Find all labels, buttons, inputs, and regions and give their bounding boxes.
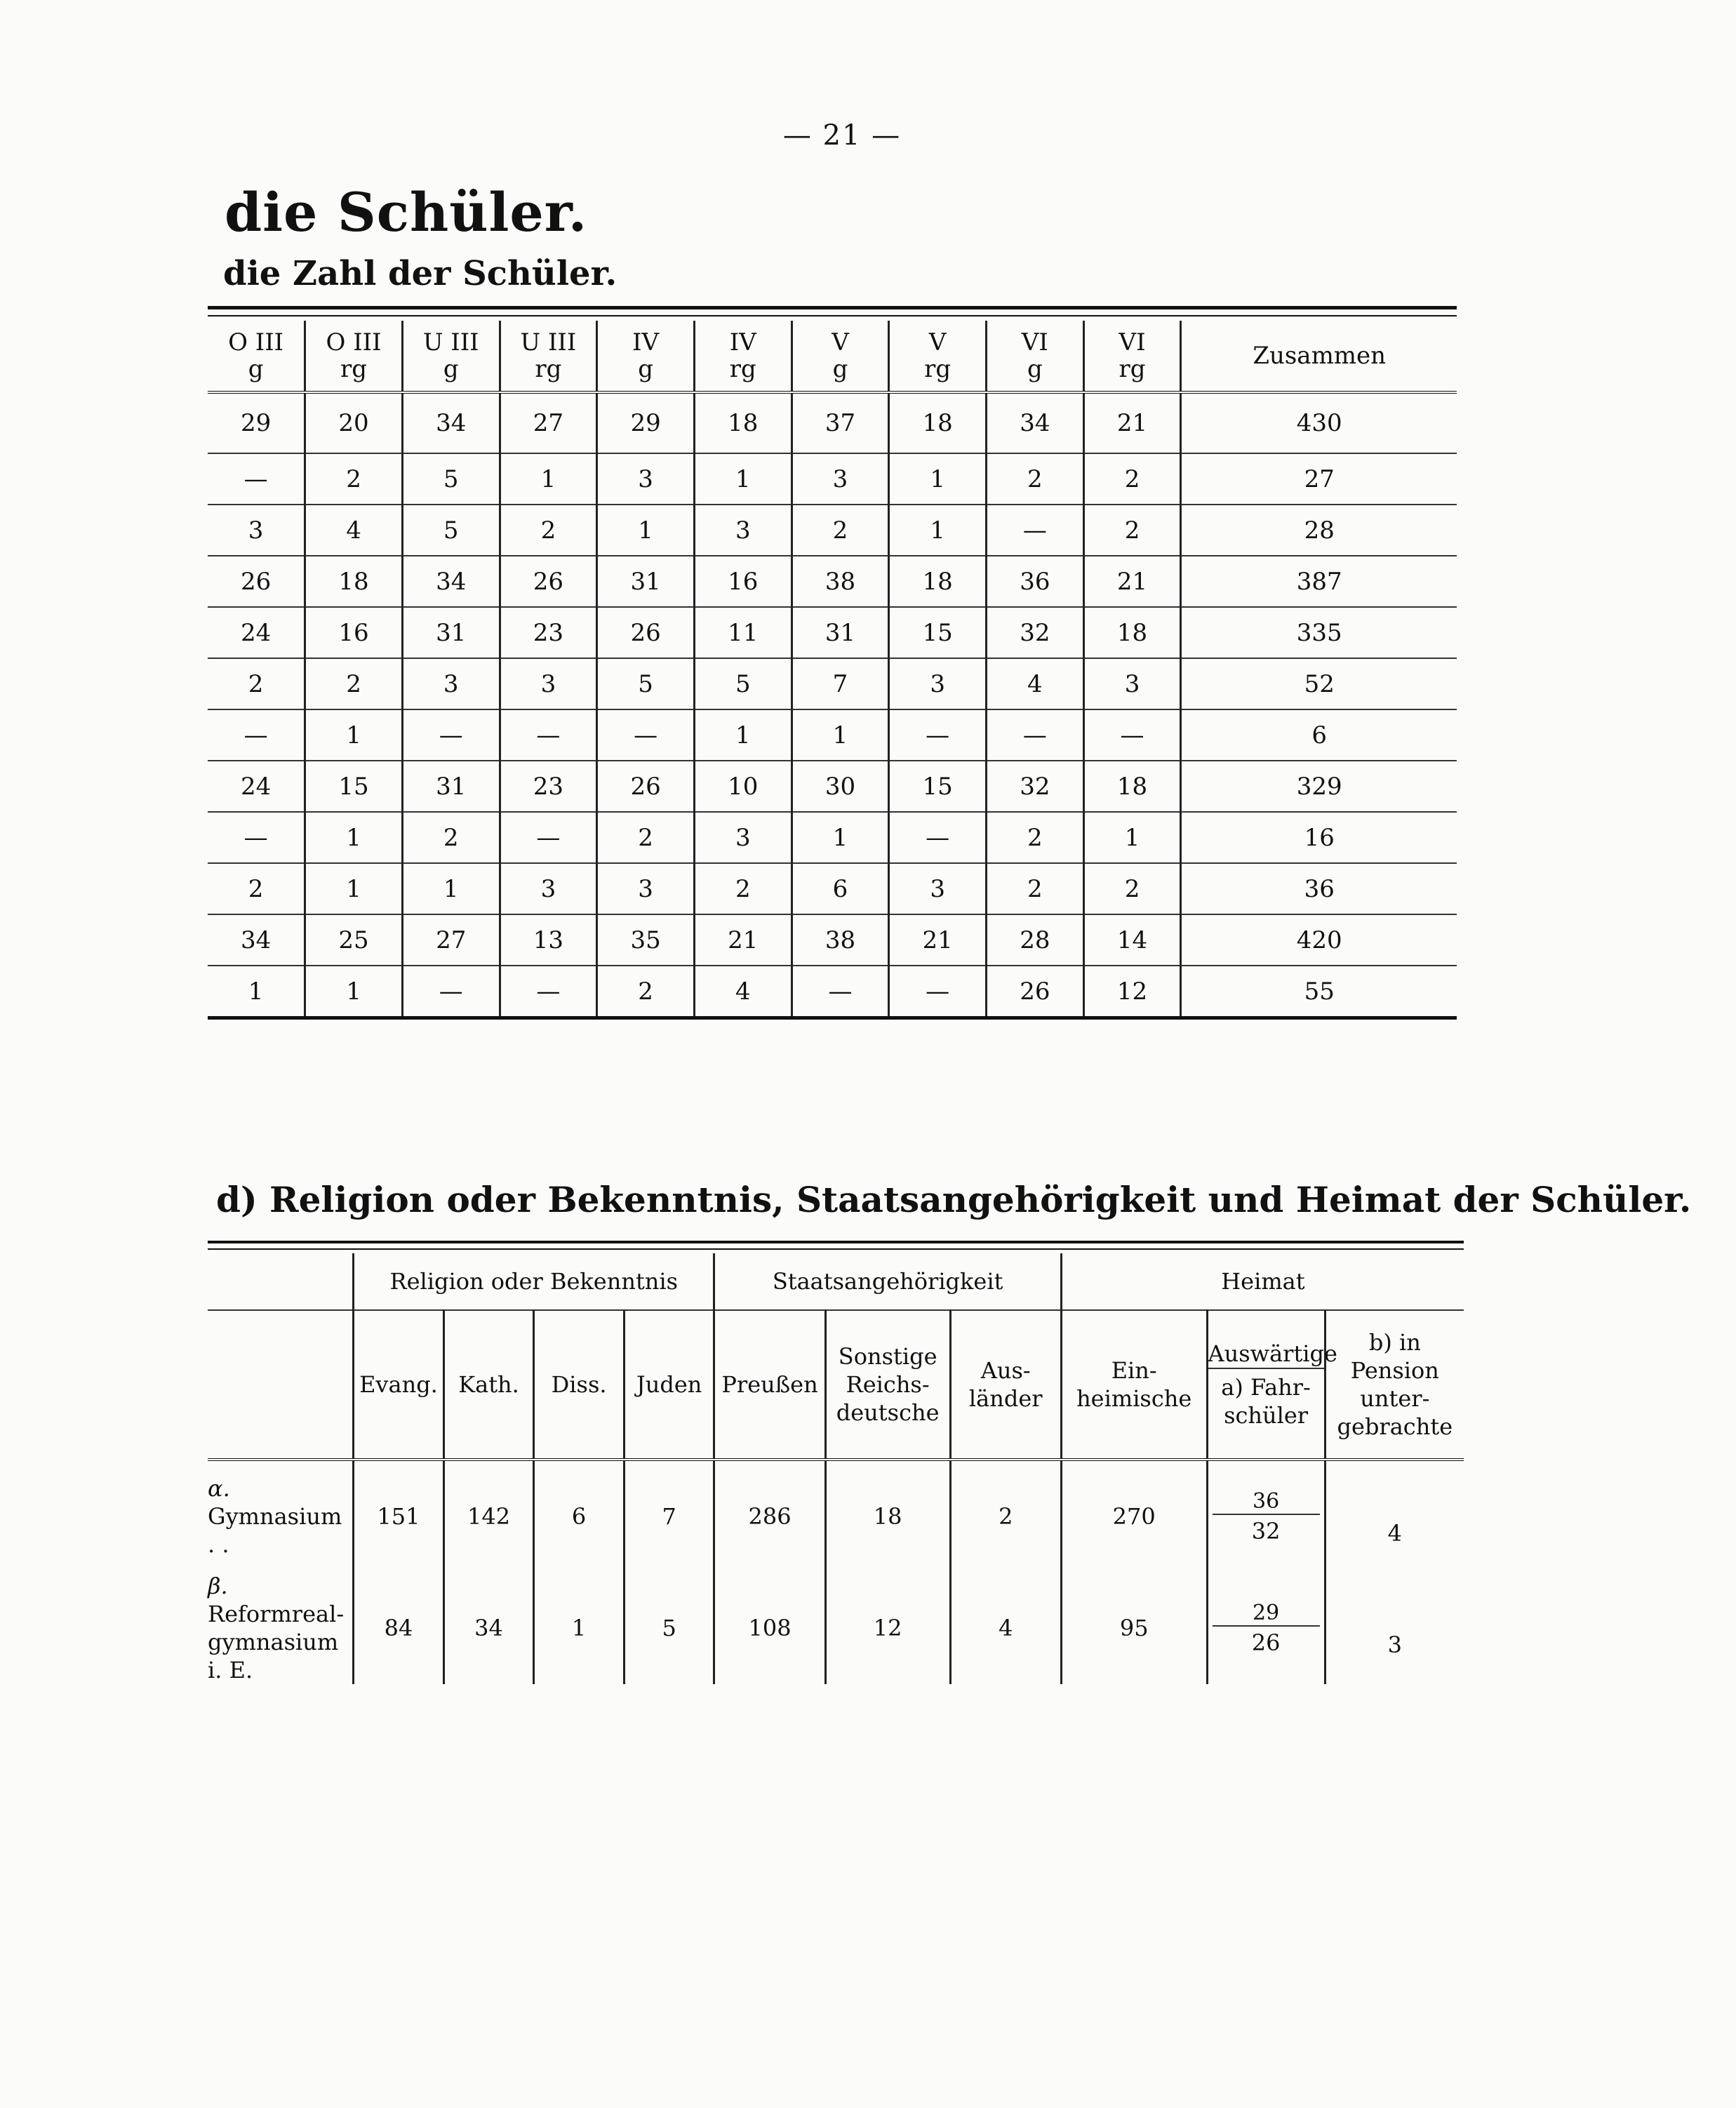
col-header-total: Zusammen [1181, 321, 1457, 392]
cell-count: — [1083, 709, 1181, 761]
cell-total: 55 [1181, 966, 1457, 1016]
cell-count: 6 [792, 863, 889, 914]
cell-total: 335 [1181, 607, 1457, 658]
cell-count: 38 [792, 914, 889, 966]
cell-count: 16 [305, 607, 403, 658]
cell-fahrschueler: 29 26 [1207, 1572, 1325, 1684]
table-row [208, 709, 1457, 761]
table-row [208, 607, 1457, 658]
cell-count: 21 [694, 914, 792, 966]
col-header: V g [792, 321, 889, 392]
col-header: O III g [208, 321, 305, 392]
class-table-header-row [208, 321, 1457, 392]
cell-count: 12 [1083, 966, 1181, 1016]
cell-count: 3 [1083, 658, 1181, 709]
cell-count: — [889, 812, 987, 863]
staat-group-header: Staatsangehörigkeit [714, 1253, 1061, 1310]
table-row [208, 658, 1457, 709]
cell-count: 15 [305, 761, 403, 812]
cell-count: 1 [500, 453, 597, 505]
cell-count: 14 [1083, 914, 1181, 966]
cell-total: 36 [1181, 863, 1457, 914]
cell-count: 21 [1083, 556, 1181, 607]
cell-count: 1 [792, 709, 889, 761]
table-row [208, 1460, 1464, 1572]
cell-count: 26 [208, 556, 305, 607]
cell-preussen: 108 [714, 1572, 825, 1684]
auswaertige-sum: 29 [1213, 1601, 1320, 1627]
cell-count: 37 [792, 392, 889, 453]
cell-count: — [402, 709, 500, 761]
cell-count: 1 [889, 453, 987, 505]
cell-count: 2 [208, 658, 305, 709]
cell-count: 32 [987, 761, 1084, 812]
cell-count: 1 [792, 812, 889, 863]
label-header [208, 1310, 354, 1460]
col-header: U III rg [500, 321, 597, 392]
cell-pension: 4 [1325, 1460, 1464, 1572]
religion-table [208, 1241, 1464, 1684]
cell-count: 2 [1083, 505, 1181, 556]
cell-count: 1 [305, 709, 403, 761]
cell-count: 5 [402, 505, 500, 556]
cell-count: 1 [597, 505, 695, 556]
cell-total: 329 [1181, 761, 1457, 812]
cell-count: 18 [889, 556, 987, 607]
cell-preussen: 286 [714, 1460, 825, 1572]
cell-count: 3 [889, 863, 987, 914]
cell-count: 1 [208, 966, 305, 1016]
col-juden: Juden [624, 1310, 714, 1460]
cell-count: 10 [694, 761, 792, 812]
cell-count: 3 [597, 863, 695, 914]
class-count-table [208, 306, 1457, 1020]
col-kath: Kath. [443, 1310, 534, 1460]
cell-count: 21 [1083, 392, 1181, 453]
cell-total: 52 [1181, 658, 1457, 709]
cell-count: 1 [305, 812, 403, 863]
row-label: β. Reformreal- gymnasium i. E. [208, 1573, 345, 1683]
cell-pension: 3 [1325, 1572, 1464, 1684]
cell-count: 4 [694, 966, 792, 1016]
cell-count: 4 [987, 658, 1084, 709]
cell-count: 1 [694, 709, 792, 761]
cell-count: 3 [792, 453, 889, 505]
auswaertige-header: Auswärtige [1208, 1340, 1324, 1369]
cell-auslaender: 4 [950, 1572, 1061, 1684]
page-number: — 21 — [782, 119, 902, 152]
cell-count: 24 [208, 761, 305, 812]
cell-count: 5 [402, 453, 500, 505]
cell-count: 15 [889, 607, 987, 658]
cell-count: 3 [597, 453, 695, 505]
cell-kath: 142 [443, 1460, 534, 1572]
cell-einheimische: 95 [1061, 1572, 1207, 1684]
cell-total: 27 [1181, 453, 1457, 505]
cell-count: 2 [597, 812, 695, 863]
cell-count: — [987, 709, 1084, 761]
cell-count: 2 [792, 505, 889, 556]
col-auslaender: Aus- länder [950, 1310, 1061, 1460]
cell-count: — [500, 709, 597, 761]
cell-sonstige: 12 [825, 1572, 950, 1684]
col-header: V rg [889, 321, 987, 392]
cell-count: 1 [402, 863, 500, 914]
cell-total: 420 [1181, 914, 1457, 966]
cell-count: — [208, 812, 305, 863]
cell-count: 18 [305, 556, 403, 607]
cell-count: 2 [1083, 863, 1181, 914]
heimat-group-header: Heimat [1061, 1253, 1464, 1310]
table-row [208, 812, 1457, 863]
label-header [208, 1253, 354, 1310]
cell-count: 34 [987, 392, 1084, 453]
cell-count: 23 [500, 607, 597, 658]
table-row [208, 966, 1457, 1016]
cell-count: — [987, 505, 1084, 556]
cell-total: 387 [1181, 556, 1457, 607]
cell-count: 3 [208, 505, 305, 556]
cell-count: 24 [208, 607, 305, 658]
col-header: O III rg [305, 321, 403, 392]
col-pension: b) in Pension unter- gebrachte [1325, 1310, 1464, 1460]
table-row [208, 914, 1457, 966]
cell-count: 34 [402, 556, 500, 607]
cell-count: 26 [597, 761, 695, 812]
cell-count: 2 [402, 812, 500, 863]
cell-count: 30 [792, 761, 889, 812]
cell-total: 28 [1181, 505, 1457, 556]
cell-evang: 151 [354, 1460, 444, 1572]
cell-count: 2 [305, 658, 403, 709]
cell-count: 25 [305, 914, 403, 966]
table-row [208, 1572, 1464, 1684]
cell-count: 2 [305, 453, 403, 505]
cell-count: — [500, 966, 597, 1016]
cell-count: 27 [402, 914, 500, 966]
cell-count: 5 [597, 658, 695, 709]
col-evang: Evang. [354, 1310, 444, 1460]
col-header: U III g [402, 321, 500, 392]
cell-count: 32 [987, 607, 1084, 658]
cell-einheimische: 270 [1061, 1460, 1207, 1572]
cell-count: — [500, 812, 597, 863]
cell-count: 31 [792, 607, 889, 658]
cell-count: 2 [1083, 453, 1181, 505]
cell-count: 21 [889, 914, 987, 966]
cell-count: 3 [694, 505, 792, 556]
cell-count: — [792, 966, 889, 1016]
cell-count: 20 [305, 392, 403, 453]
cell-count: 18 [1083, 607, 1181, 658]
cell-count: — [208, 453, 305, 505]
cell-count: 2 [500, 505, 597, 556]
col-diss: Diss. [534, 1310, 625, 1460]
cell-diss: 1 [534, 1572, 625, 1684]
cell-count: 34 [402, 392, 500, 453]
cell-count: 3 [402, 658, 500, 709]
table-row [208, 392, 1457, 453]
subsection-heading: die Zahl der Schüler. [223, 254, 617, 293]
cell-auslaender: 2 [950, 1460, 1061, 1572]
table-row [208, 505, 1457, 556]
cell-count: — [889, 709, 987, 761]
cell-diss: 6 [534, 1460, 625, 1572]
cell-count: 29 [597, 392, 695, 453]
col-header: IV g [597, 321, 695, 392]
cell-count: 1 [694, 453, 792, 505]
table-row [208, 453, 1457, 505]
cell-count: 1 [1083, 812, 1181, 863]
cell-count: 31 [402, 761, 500, 812]
auswaertige-sum: 36 [1213, 1489, 1320, 1515]
cell-count: 26 [987, 966, 1084, 1016]
cell-count: 26 [597, 607, 695, 658]
cell-count: — [402, 966, 500, 1016]
cell-count: 28 [987, 914, 1084, 966]
row-label: α. Gymnasium . . [208, 1475, 342, 1558]
cell-count: 2 [597, 966, 695, 1016]
col-preussen: Preußen [714, 1310, 825, 1460]
cell-count: 15 [889, 761, 987, 812]
cell-count: 2 [208, 863, 305, 914]
cell-count: 5 [694, 658, 792, 709]
cell-count: 26 [500, 556, 597, 607]
col-header: VI g [987, 321, 1084, 392]
cell-count: 1 [305, 863, 403, 914]
cell-count: 7 [792, 658, 889, 709]
cell-count: 18 [694, 392, 792, 453]
cell-count: 35 [597, 914, 695, 966]
cell-total: 16 [1181, 812, 1457, 863]
cell-juden: 5 [624, 1572, 714, 1684]
cell-count: — [889, 966, 987, 1016]
section-heading: die Schüler. [225, 181, 588, 244]
col-header: IV rg [694, 321, 792, 392]
cell-fahrschueler: 36 32 [1207, 1460, 1325, 1572]
cell-count: 13 [500, 914, 597, 966]
cell-evang: 84 [354, 1572, 444, 1684]
cell-count: — [208, 709, 305, 761]
cell-total: 6 [1181, 709, 1457, 761]
cell-count: 31 [402, 607, 500, 658]
col-sonstige: Sonstige Reichs- deutsche [825, 1310, 950, 1460]
cell-count: 18 [1083, 761, 1181, 812]
cell-kath: 34 [443, 1572, 534, 1684]
cell-count: — [597, 709, 695, 761]
cell-juden: 7 [624, 1460, 714, 1572]
cell-count: 3 [889, 658, 987, 709]
cell-count: 2 [987, 453, 1084, 505]
table-row [208, 761, 1457, 812]
cell-count: 3 [500, 658, 597, 709]
cell-count: 31 [597, 556, 695, 607]
cell-sonstige: 18 [825, 1460, 950, 1572]
section-d-heading: d) Religion oder Bekenntnis, Staatsangehörigkeit und Heimat der Schüler. [216, 1179, 1692, 1220]
cell-count: 34 [208, 914, 305, 966]
col-header: VI rg [1083, 321, 1181, 392]
table-row [208, 556, 1457, 607]
cell-count: 23 [500, 761, 597, 812]
cell-count: 3 [500, 863, 597, 914]
cell-count: 18 [889, 392, 987, 453]
col-einheimische: Ein- heimische [1061, 1310, 1207, 1460]
cell-count: 11 [694, 607, 792, 658]
cell-count: 27 [500, 392, 597, 453]
table-row [208, 863, 1457, 914]
cell-count: 4 [305, 505, 403, 556]
cell-total: 430 [1181, 392, 1457, 453]
cell-count: 36 [987, 556, 1084, 607]
col-fahrschueler: Auswärtige a) Fahr- schüler [1207, 1310, 1325, 1460]
cell-count: 3 [694, 812, 792, 863]
cell-count: 2 [694, 863, 792, 914]
cell-count: 1 [305, 966, 403, 1016]
cell-count: 16 [694, 556, 792, 607]
cell-count: 1 [889, 505, 987, 556]
cell-count: 29 [240, 409, 272, 437]
cell-count: 2 [987, 863, 1084, 914]
cell-count: 2 [987, 812, 1084, 863]
cell-count: 38 [792, 556, 889, 607]
religion-group-header: Religion oder Bekenntnis [354, 1253, 714, 1310]
